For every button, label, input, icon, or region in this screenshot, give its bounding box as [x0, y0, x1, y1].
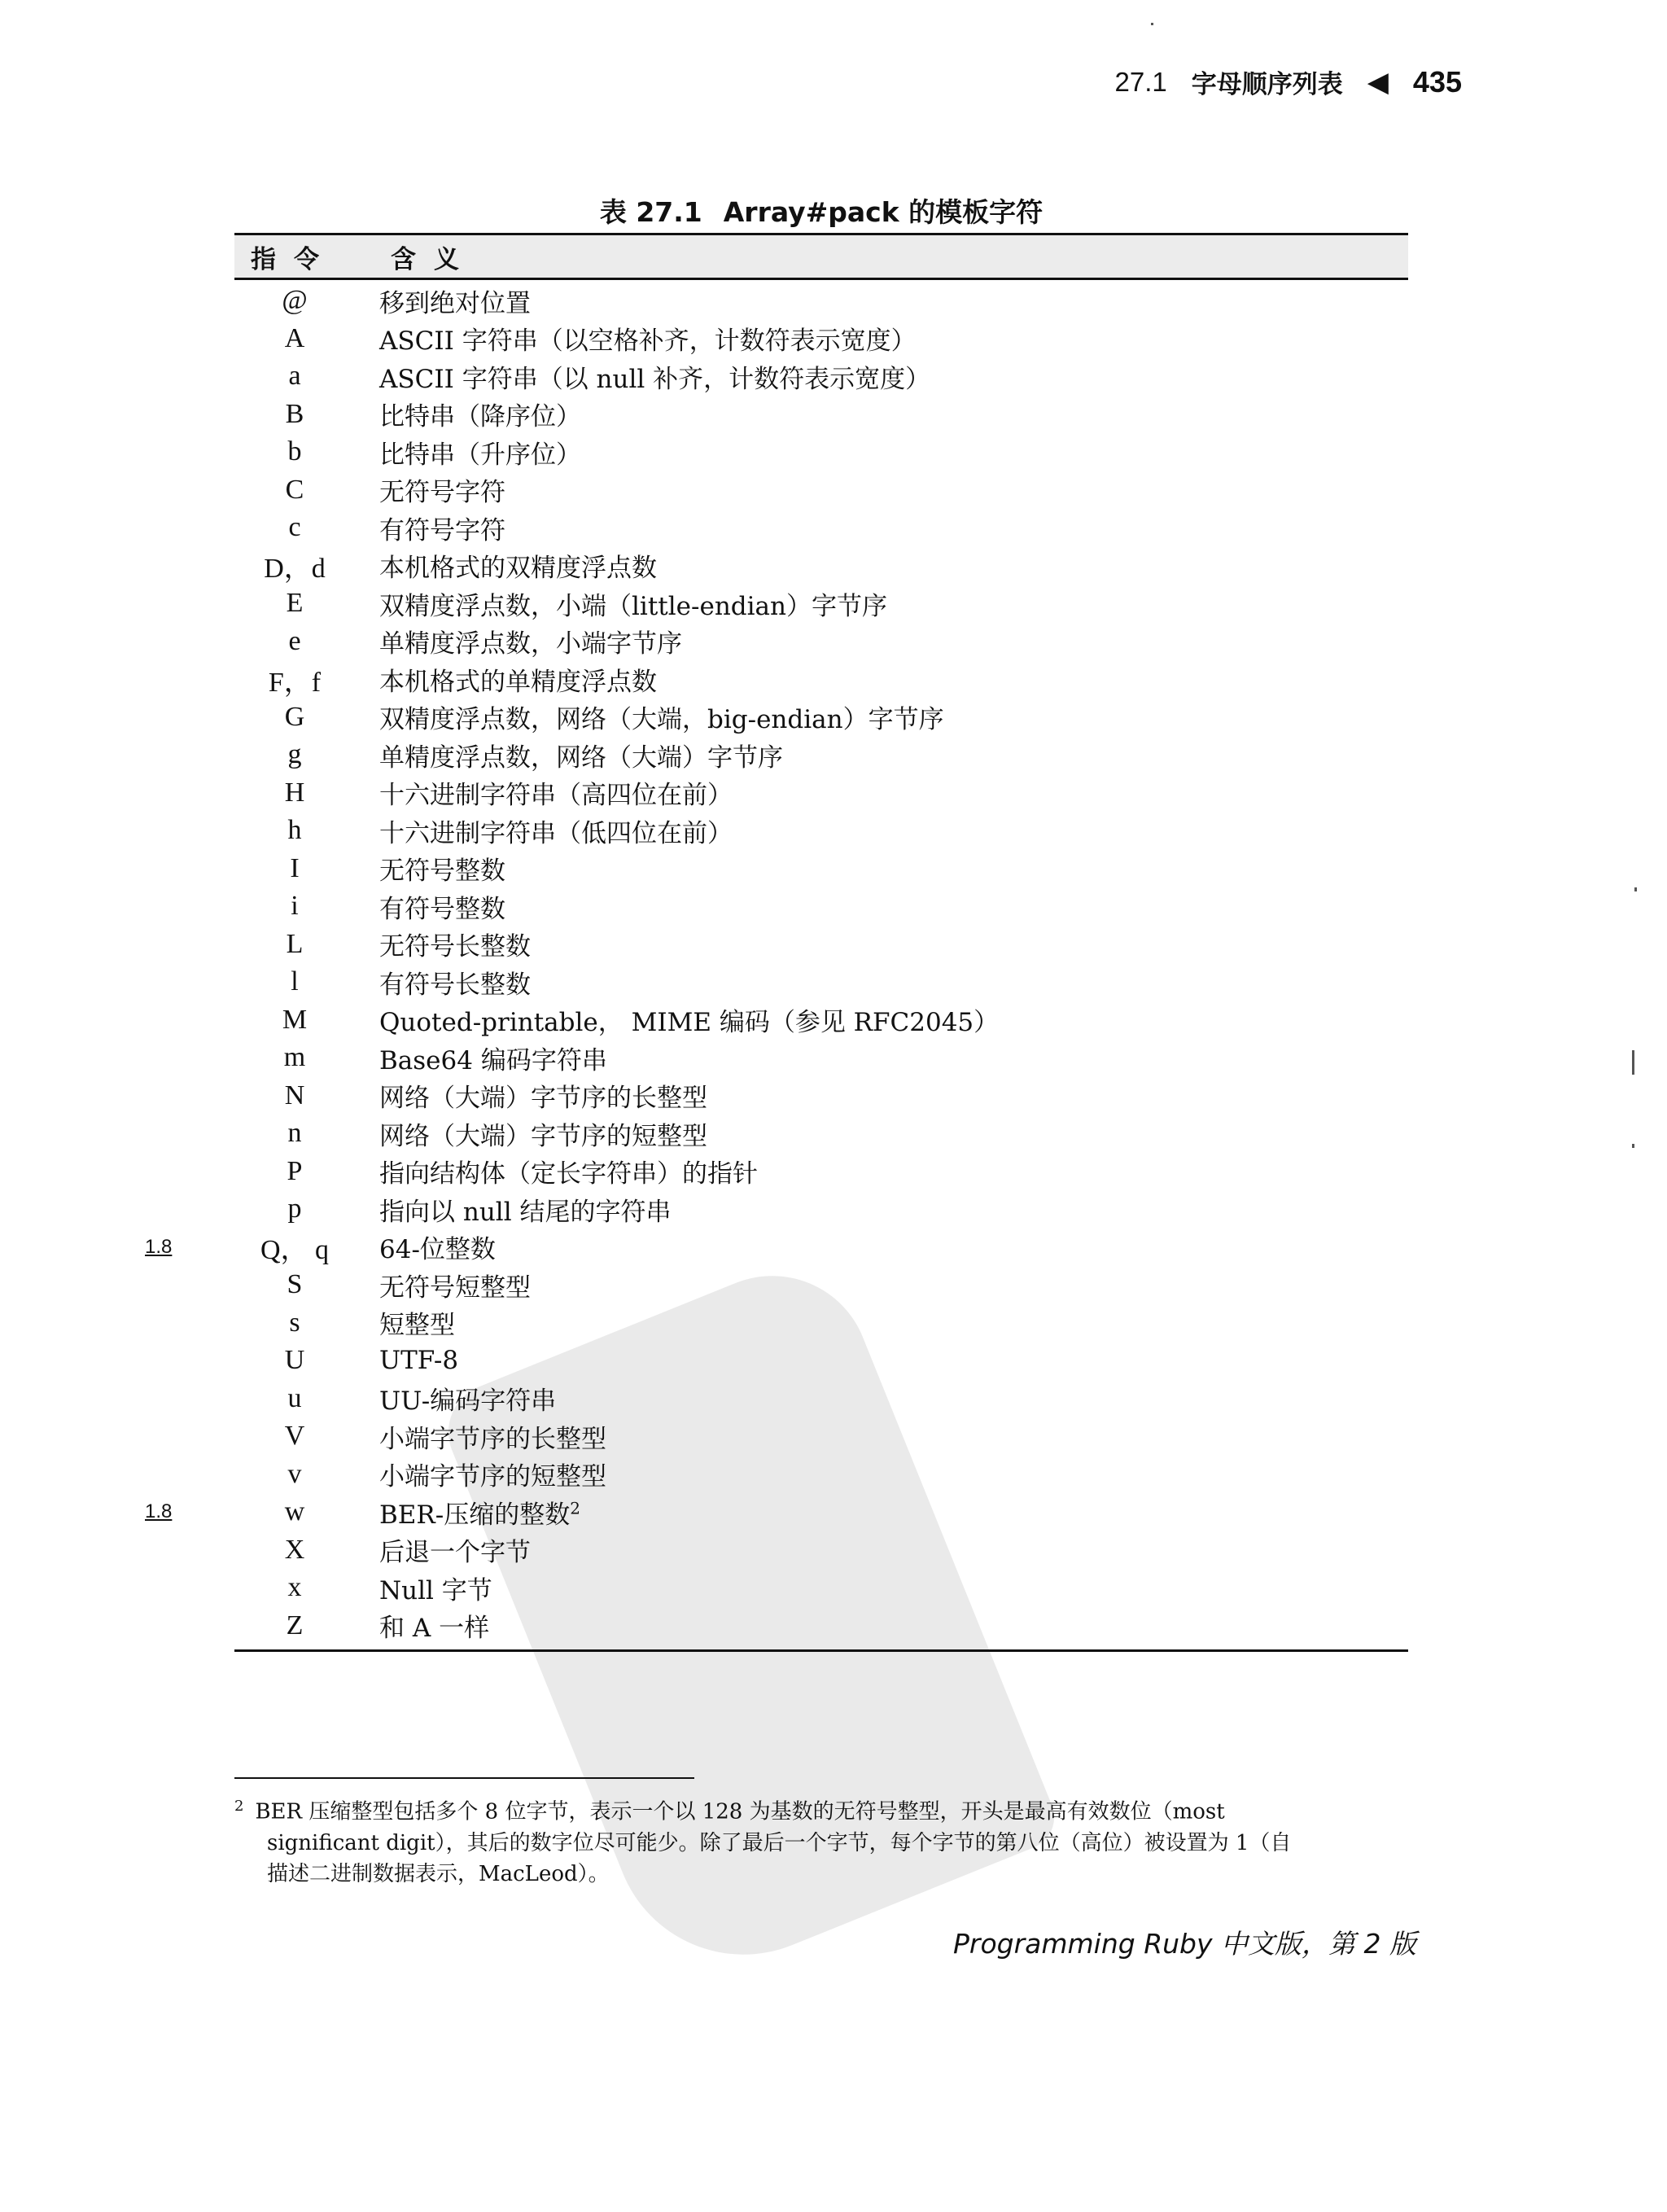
- meaning-text: Quoted-printable， MIME 编码（参见 RFC2045）: [379, 1008, 1000, 1038]
- directive-cell: g: [287, 739, 302, 770]
- footnote-line-2: significant digit），其后的数字位尽可能少。除了最后一个字节，每个字节的第八位（高位）被设置为 1（自: [267, 1830, 1292, 1855]
- meaning-cell: [355, 1040, 607, 1076]
- table-row: [234, 623, 1408, 661]
- table-row: [234, 1304, 1408, 1343]
- directive-cell: L: [286, 928, 304, 959]
- meaning-text: 比特串（升序位）: [379, 440, 581, 470]
- meaning-text: 有符号长整数: [379, 970, 531, 1000]
- meaning-cell: [355, 813, 733, 849]
- table-header-row: [234, 235, 1408, 280]
- pack-template-table: [145, 233, 1408, 1652]
- table-row: [234, 471, 1408, 510]
- meaning-cell: [355, 1077, 707, 1114]
- directive-cell: D，d: [264, 554, 326, 585]
- meaning-text: 指向结构体（定长字符串）的指针: [379, 1159, 758, 1189]
- table-row: [234, 433, 1408, 471]
- meaning-cell: [355, 699, 944, 735]
- section-title: 字母顺序列表: [1191, 70, 1343, 99]
- meaning-text: BER-压缩的整数: [379, 1500, 571, 1530]
- directive-cell: l: [291, 966, 299, 997]
- meaning-cell: [355, 1267, 531, 1303]
- directive-cell: v: [287, 1458, 302, 1489]
- meaning-text: 移到绝对位置: [379, 288, 531, 318]
- table-row: [234, 887, 1408, 926]
- meaning-cell: [355, 1531, 531, 1568]
- meaning-text: UU-编码字符串: [379, 1386, 557, 1417]
- table-row: [234, 1115, 1408, 1153]
- footnote-line-3: 描述二进制数据表示，MacLeod）。: [267, 1861, 610, 1886]
- directive-cell: Z: [286, 1610, 304, 1640]
- directive-cell: b: [287, 436, 302, 467]
- table-row: [234, 963, 1408, 1001]
- directive-cell: w: [284, 1496, 305, 1527]
- meaning-text: 十六进制字符串（低四位在前）: [379, 818, 733, 848]
- meaning-cell: [355, 1346, 458, 1375]
- directive-cell: E: [286, 588, 304, 619]
- directive-cell: F，f: [268, 667, 322, 698]
- directive-cell: N: [284, 1080, 305, 1110]
- meaning-text: 网络（大端）字节序的长整型: [379, 1084, 707, 1114]
- footnote-rule: [234, 1777, 694, 1779]
- meaning-text: 无符号字符: [379, 478, 505, 508]
- directive-cell: x: [287, 1572, 302, 1603]
- table-row: [234, 320, 1408, 358]
- meaning-cell: [355, 1418, 606, 1455]
- meaning-cell: [355, 1229, 496, 1265]
- meaning-cell: [355, 1570, 492, 1606]
- column-header-desc: 含义: [391, 244, 477, 274]
- table-row: [234, 1607, 1408, 1645]
- meaning-cell: [355, 1153, 758, 1189]
- left-triangle-icon: ◀: [1367, 65, 1389, 99]
- meaning-text: 网络（大端）字节序的短整型: [379, 1121, 707, 1151]
- table-row: [234, 812, 1408, 850]
- table-row: [234, 1342, 1408, 1380]
- table-row: [234, 850, 1408, 888]
- directive-cell: C: [285, 474, 304, 505]
- meaning-cell: [355, 1380, 556, 1417]
- meaning-text: 单精度浮点数，小端字节序: [379, 629, 682, 659]
- meaning-cell: [355, 434, 581, 471]
- meaning-cell: [355, 1001, 999, 1038]
- directive-cell: V: [284, 1421, 305, 1452]
- table-row: [234, 1569, 1408, 1607]
- meaning-text: 有符号字符: [379, 515, 505, 545]
- version-margin-note: 1.8: [145, 1500, 173, 1523]
- table-caption-title: Array#pack 的模板字符: [723, 196, 1044, 228]
- table-row: [234, 1190, 1408, 1229]
- column-header-cmd: 指令: [251, 244, 337, 274]
- directive-cell: i: [291, 891, 299, 922]
- table-row: [234, 1039, 1408, 1077]
- meaning-cell: [355, 396, 581, 432]
- table-row: [145, 1229, 1408, 1267]
- directive-cell: m: [283, 1042, 306, 1073]
- directive-cell: A: [284, 322, 305, 353]
- meaning-cell: [355, 1115, 707, 1152]
- table-row: [234, 357, 1408, 396]
- directive-cell: c: [288, 512, 301, 543]
- table-caption-number: 表 27.1: [599, 196, 702, 228]
- meaning-cell: [355, 1607, 489, 1644]
- meaning-text: 双精度浮点数，小端（little-endian）字节序: [379, 591, 887, 621]
- book-title-footer: Programming Ruby 中文版，第 2 版: [953, 1928, 1416, 1960]
- directive-cell: h: [287, 815, 302, 846]
- table-row: [234, 1266, 1408, 1304]
- section-number: 27.1: [1114, 66, 1167, 97]
- directive-cell: X: [284, 1534, 305, 1565]
- footnote-number: 2: [234, 1798, 244, 1815]
- meaning-cell: [355, 661, 657, 698]
- table-bottom-rule: [234, 1649, 1408, 1652]
- meaning-cell: [355, 1191, 671, 1228]
- meaning-cell: [355, 585, 887, 622]
- meaning-text: Null 字节: [379, 1575, 492, 1605]
- meaning-text: 十六进制字符串（高四位在前）: [379, 781, 733, 811]
- meaning-cell: [355, 358, 930, 395]
- table-row: [234, 660, 1408, 699]
- table-row: [234, 547, 1408, 585]
- meaning-text: 小端字节序的长整型: [379, 1424, 606, 1454]
- meaning-cell: [355, 547, 657, 584]
- meaning-text: 短整型: [379, 1311, 455, 1341]
- directive-cell: M: [282, 1004, 308, 1035]
- footnote: [234, 1791, 1415, 1890]
- table-row: [145, 1493, 1408, 1531]
- meaning-text: Base64 编码字符串: [379, 1045, 607, 1075]
- scan-speck: [1632, 1144, 1634, 1148]
- table-caption: [234, 191, 1408, 230]
- table-row: [234, 509, 1408, 547]
- table-row: [234, 282, 1408, 320]
- meaning-text: 指向以 null 结尾的字符串: [379, 1197, 672, 1227]
- table-row: [234, 1380, 1408, 1418]
- meaning-text: 64-位整数: [379, 1235, 496, 1265]
- meaning-text: 本机格式的双精度浮点数: [379, 554, 657, 584]
- table-row: [234, 396, 1408, 434]
- meaning-cell: [355, 510, 505, 546]
- directive-cell: s: [289, 1307, 300, 1338]
- directive-cell: a: [288, 361, 301, 392]
- meaning-text: 有符号整数: [379, 894, 505, 924]
- meaning-text: ASCII 字符串（以空格补齐，计数符表示宽度）: [379, 326, 917, 357]
- table-row: [234, 774, 1408, 813]
- meaning-text: 双精度浮点数，网络（大端，big-endian）字节序: [379, 705, 944, 735]
- directive-cell: u: [287, 1382, 302, 1413]
- directive-cell: p: [287, 1194, 302, 1224]
- meaning-cell: [355, 283, 531, 319]
- scan-speck: [1634, 887, 1637, 891]
- directive-cell: P: [287, 1155, 303, 1186]
- meaning-cell: [355, 320, 917, 357]
- directive-cell: e: [288, 625, 301, 656]
- meaning-text: 和 A 一样: [379, 1614, 490, 1644]
- scan-speck: [1151, 23, 1153, 25]
- meaning-text: 比特串（降序位）: [379, 402, 581, 432]
- meaning-text: 单精度浮点数，网络（大端）字节序: [379, 742, 783, 773]
- meaning-cell: [355, 774, 733, 811]
- footnote-line-1: [234, 1791, 1415, 1828]
- meaning-cell: [355, 964, 531, 1001]
- meaning-text: ASCII 字符串（以 null 补齐，计数符表示宽度）: [379, 364, 931, 394]
- meaning-text: 小端字节序的短整型: [379, 1462, 606, 1492]
- directive-cell: I: [290, 852, 300, 883]
- meaning-text: 无符号整数: [379, 856, 505, 887]
- directive-cell: S: [287, 1269, 303, 1300]
- table-row: [234, 585, 1408, 623]
- meaning-cell: [355, 1494, 580, 1531]
- directive-cell: @: [282, 285, 308, 316]
- directive-cell: G: [284, 701, 305, 732]
- meaning-text: 无符号短整型: [379, 1272, 531, 1303]
- meaning-cell: [355, 850, 505, 887]
- version-margin-note: 1.8: [145, 1235, 173, 1258]
- table-row: [234, 699, 1408, 737]
- meaning-cell: [355, 471, 505, 508]
- meaning-cell: [355, 737, 783, 773]
- table-row: [234, 1417, 1408, 1456]
- footnote-reference: 2: [570, 1498, 580, 1518]
- directive-cell: U: [284, 1345, 305, 1376]
- table-row: [234, 926, 1408, 964]
- table-row: [234, 736, 1408, 774]
- scan-speck: [1632, 1050, 1634, 1075]
- footnote-text-1: BER 压缩整型包括多个 8 位字节，表示一个以 128 为基数的无符号整型，开头是最高有效数位（most: [255, 1799, 1225, 1824]
- meaning-text: 本机格式的单精度浮点数: [379, 667, 657, 697]
- meaning-cell: [355, 888, 505, 925]
- table-row: [234, 1456, 1408, 1494]
- table-row: [234, 1153, 1408, 1191]
- meaning-cell: [355, 926, 531, 962]
- meaning-cell: [355, 1304, 455, 1341]
- directive-cell: H: [284, 777, 305, 808]
- table-row: [234, 1531, 1408, 1570]
- page-number: 435: [1412, 64, 1462, 99]
- meaning-text: UTF-8: [379, 1346, 459, 1376]
- table-row: [234, 1001, 1408, 1040]
- meaning-cell: [355, 623, 682, 659]
- table-body: [145, 280, 1408, 1645]
- table-row: [234, 1077, 1408, 1115]
- meaning-text: 后退一个字节: [379, 1538, 531, 1568]
- meaning-text: 无符号长整数: [379, 932, 531, 962]
- directive-cell: B: [285, 398, 304, 429]
- running-header: [1115, 64, 1462, 100]
- directive-cell: n: [287, 1118, 302, 1149]
- directive-cell: Q， q: [260, 1235, 330, 1266]
- meaning-cell: [355, 1456, 606, 1492]
